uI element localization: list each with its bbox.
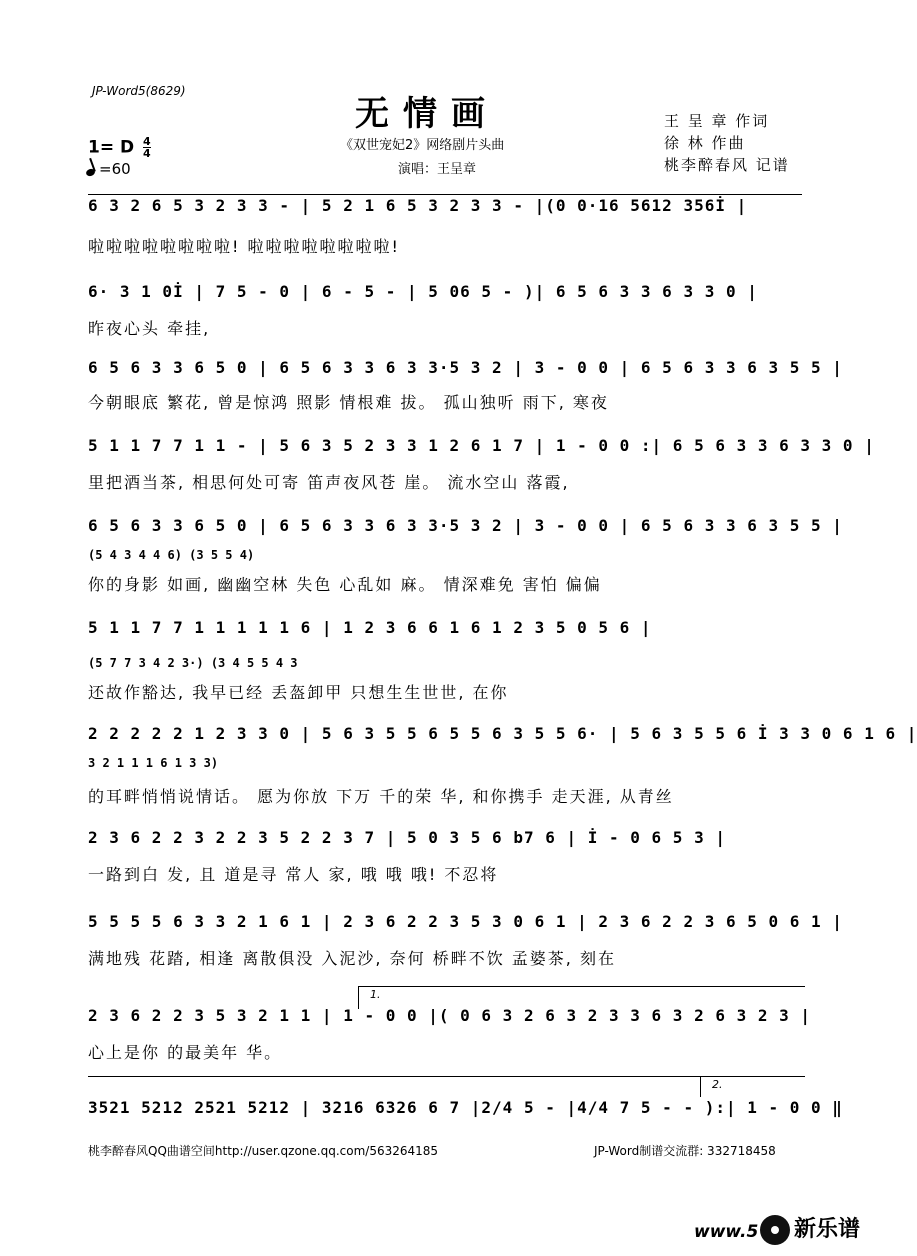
lyric-line: 的耳畔悄悄说情话。 愿为你放 下万 千的荣 华, 和你携手 走天涯, 从青丝: [88, 787, 674, 806]
notation-line: 6 5 6 3 3 6 5 0 | 6 5 6 3 3 6 3 3·5 3 2 | 3 - 0 0 | 6 5 6 3 3 6 3 5 5 |: [88, 516, 843, 535]
lyric-line: 昨夜心头 牵挂,: [88, 319, 211, 338]
watermark-logo: [760, 1212, 860, 1245]
beam-line: [88, 194, 802, 195]
lyric-line: 满地残 花踏, 相逢 离散俱没 入泥沙, 奈何 桥畔不饮 孟婆茶, 刻在: [88, 949, 616, 968]
time-signature: [143, 136, 151, 159]
lyric-line: 今朝眼底 繁花, 曾是惊鸿 照影 情根难 拔。 孤山独听 雨下, 寒夜: [88, 393, 609, 412]
notation-line: 2 3 6 2 2 3 2 2 3 5 2 2 3 7 | 5 0 3 5 6 b7 6 | İ - 0 6 5 3 |: [88, 828, 726, 847]
lyric-line: 你的身影 如画, 幽幽空林 失色 心乱如 麻。 情深难免 害怕 偏偏: [88, 575, 602, 594]
key-label: 1= D: [88, 137, 135, 158]
singer-credit: 演唱：王呈章: [398, 162, 477, 177]
notation-line: 2 2 2 2 2 1 2 3 3 0 | 5 6 3 5 5 6 5 5 6 3 5 5 6· | 5 6 3 5 5 6 İ 3 3 0 6 1 6 |: [88, 724, 917, 743]
volta-label: 2.: [712, 1078, 723, 1091]
lyric-line: 一路到白 发, 且 道是寻 常人 家, 哦 哦 哦! 不忍将: [88, 865, 499, 884]
record-disc-icon: [760, 1215, 790, 1245]
volta-label: 1.: [370, 988, 381, 1001]
time-bottom: 4: [143, 147, 151, 160]
lyric-line: 心上是你 的最美年 华。: [88, 1043, 283, 1062]
notation-line: 3521 5212 2521 5212 | 3216 6326 6 7 |2/4 5 - |4/4 7 5 - - ):| 1 - 0 0 ‖: [88, 1098, 843, 1117]
tempo-value: =60: [99, 160, 131, 178]
alternate-notation: 3 2 1 1 1 6 1 3 3): [88, 756, 219, 770]
notation-line: 6 3 2 6 5 3 2 3 3 - | 5 2 1 6 5 3 2 3 3 - |(0 0·16 5612 356İ |: [88, 196, 748, 215]
watermark-url: www.5: [694, 1222, 759, 1242]
alternate-notation: (5 7 7 3 4 2 3·) (3 4 5 5 4 3: [88, 656, 298, 670]
lyric-line: 啦啦啦啦啦啦啦啦! 啦啦啦啦啦啦啦啦!: [88, 237, 400, 256]
divider-line: [88, 1076, 802, 1077]
footer-qq-link[interactable]: 桃李醉春风QQ曲谱空间http://user.qzone.qq.com/563264185: [88, 1144, 439, 1158]
notation-line: 5 5 5 5 6 3 3 2 1 6 1 | 2 3 6 2 2 3 5 3 0 6 1 | 2 3 6 2 2 3 6 5 0 6 1 |: [88, 912, 843, 931]
composer-credit: 徐 林 作曲: [664, 134, 746, 152]
notation-line: 5 1 1 7 7 1 1 1 1 1 6 | 1 2 3 6 6 1 6 1 2 3 5 0 5 6 |: [88, 618, 652, 637]
lyric-line: 里把酒当茶, 相思何处可寄 笛声夜风苍 崖。 流水空山 落霞,: [88, 473, 570, 492]
transcriber-credit: 桃李醉春风 记谱: [664, 156, 790, 174]
notation-line: 2 3 6 2 2 3 5 3 2 1 1 | 1 - 0 0 |( 0 6 3 2 6 3 2 3 3 6 3 2 6 3 2 3 |: [88, 1006, 812, 1025]
song-subtitle: 《双世宠妃2》网络剧片头曲: [340, 138, 505, 153]
watermark-brand: 新乐谱: [794, 1217, 861, 1242]
software-label: JP-Word5(8629): [92, 84, 186, 98]
lyricist-credit: 王 呈 章 作词: [664, 112, 770, 130]
notation-line: 6 5 6 3 3 6 5 0 | 6 5 6 3 3 6 3 3·5 3 2 | 3 - 0 0 | 6 5 6 3 3 6 3 5 5 |: [88, 358, 843, 377]
key-signature: [88, 136, 151, 159]
footer-group-info: JP-Word制谱交流群: 332718458: [594, 1144, 776, 1158]
lyric-line: 还故作豁达, 我早已经 丢盔卸甲 只想生生世世, 在你: [88, 683, 509, 702]
tempo-marking: [86, 160, 131, 178]
song-title: 无情画: [355, 94, 499, 134]
time-top: 4: [143, 135, 151, 148]
quarter-note-icon: [85, 168, 96, 178]
notation-line: 5 1 1 7 7 1 1 - | 5 6 3 5 2 3 3 1 2 6 1 7 | 1 - 0 0 :| 6 5 6 3 3 6 3 3 0 |: [88, 436, 875, 455]
notation-line: 6· 3 1 0İ | 7 5 - 0 | 6 - 5 - | 5 06 5 - )| 6 5 6 3 3 6 3 3 0 |: [88, 282, 758, 301]
alternate-notation: (5 4 3 4 4 6) (3 5 5 4): [88, 548, 255, 562]
